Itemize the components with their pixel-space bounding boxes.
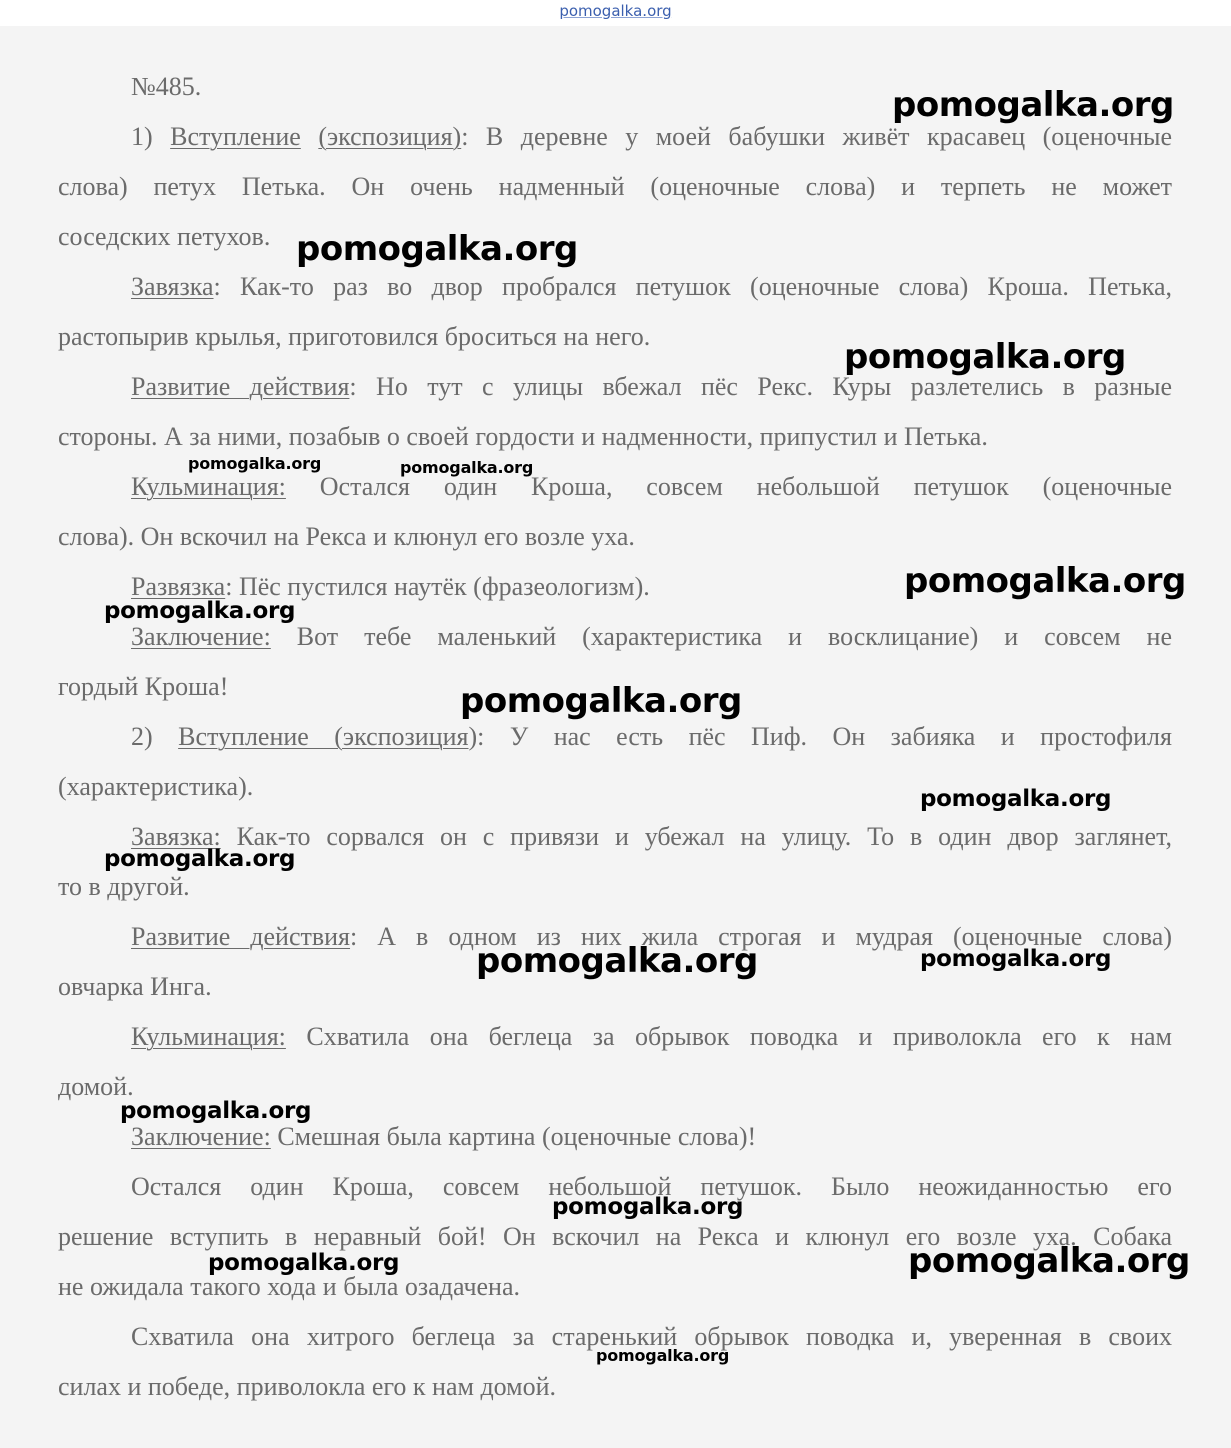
p2-plot-line2: то в другой. [58, 872, 190, 901]
p2-intro-line1: 2) Вступление (экспозиция): У нас есть пёс Пиф. Он забияка и простофиля [131, 722, 1172, 751]
p1-denouement-line1: Развязка: Пёс пустился наутёк (фразеологизм). [131, 572, 650, 601]
task-number: №485. [131, 72, 202, 101]
watermark: pomogalka.org [120, 1098, 312, 1124]
p1-intro-line3: соседских петухов. [58, 222, 271, 251]
watermark: pomogalka.org [476, 941, 758, 981]
p1-conclusion-line1: Заключение: Вот тебе маленький (характеристика и восклицание) и совсем не [131, 622, 1172, 651]
watermark: pomogalka.org [296, 229, 578, 269]
p1-development-line1: Развитие действия: Но тут с улицы вбежал пёс Рекс. Куры разлетелись в разные [131, 372, 1173, 401]
watermark: pomogalka.org [920, 786, 1112, 812]
document-page [0, 26, 1231, 1448]
p2-climax-line1: Кульминация: Схватила она беглеца за обрывок поводка и приволокла его к нам [131, 1022, 1172, 1051]
p2-development-line2: овчарка Инга. [58, 972, 212, 1001]
p1-climax-line1: Кульминация: Остался один Кроша, совсем небольшой петушок (оценочные [131, 472, 1172, 501]
expanded-p1-line3: не ожидала такого хода и была озадачена. [58, 1272, 521, 1301]
p1-intro-line2: слова) петух Петька. Он очень надменный (оценочные слова) и терпеть не может [58, 172, 1172, 201]
watermark: pomogalka.org [104, 846, 296, 872]
watermark: pomogalka.org [596, 1346, 730, 1365]
p2-intro-line2: (характеристика). [58, 772, 254, 801]
watermark: pomogalka.org [920, 946, 1112, 972]
watermark: pomogalka.org [208, 1250, 400, 1276]
watermark: pomogalka.org [552, 1194, 744, 1220]
p2-development-line1: Развитие действия: А в одном из них жила строгая и мудрая (оценочные слова) [131, 922, 1173, 951]
watermark: pomogalka.org [400, 458, 534, 477]
watermark: pomogalka.org [188, 454, 322, 473]
p2-climax-line2: домой. [58, 1072, 134, 1101]
watermark: pomogalka.org [908, 1241, 1190, 1281]
expanded-p1-line2: решение вступить в неравный бой! Он вскочил на Рекса и клюнул его возле уха. Собака [58, 1222, 1172, 1251]
p2-plot-line1: Завязка: Как-то сорвался он с привязи и убежал на улицу. То в один двор заглянет, [131, 822, 1172, 851]
expanded-p2-line2: силах и победе, приволокла его к нам домой. [58, 1372, 557, 1401]
watermark: pomogalka.org [892, 85, 1174, 125]
p2-conclusion-line1: Заключение: Смешная была картина (оценочные слова)! [131, 1122, 757, 1151]
watermark: pomogalka.org [844, 337, 1126, 377]
watermark: pomogalka.org [460, 681, 742, 721]
expanded-p2-line1: Схватила она хитрого беглеца за старенький обрывок поводка и, уверенная в своих [131, 1322, 1172, 1351]
expanded-p1-line1: Остался один Кроша, совсем небольшой петушок. Было неожиданностью его [131, 1172, 1172, 1201]
p1-intro-line1: 1) Вступление (экспозиция): В деревне у моей бабушки живёт красавец (оценочные [131, 122, 1172, 151]
p1-climax-line2: слова). Он вскочил на Рекса и клюнул его возле уха. [58, 522, 635, 551]
watermark: pomogalka.org [104, 598, 296, 624]
p1-plot-line1: Завязка: Как-то раз во двор пробрался петушок (оценочные слова) Кроша. Петька, [131, 272, 1172, 301]
site-link[interactable]: pomogalka.org [559, 2, 672, 20]
p1-conclusion-line2: гордый Кроша! [58, 672, 229, 701]
p1-plot-line2: растопырив крылья, приготовился броситься на него. [58, 322, 651, 351]
watermark: pomogalka.org [904, 561, 1186, 601]
site-header [0, 0, 1231, 26]
p1-development-line2: стороны. А за ними, позабыв о своей гордости и надменности, припустил и Петька. [58, 422, 988, 451]
